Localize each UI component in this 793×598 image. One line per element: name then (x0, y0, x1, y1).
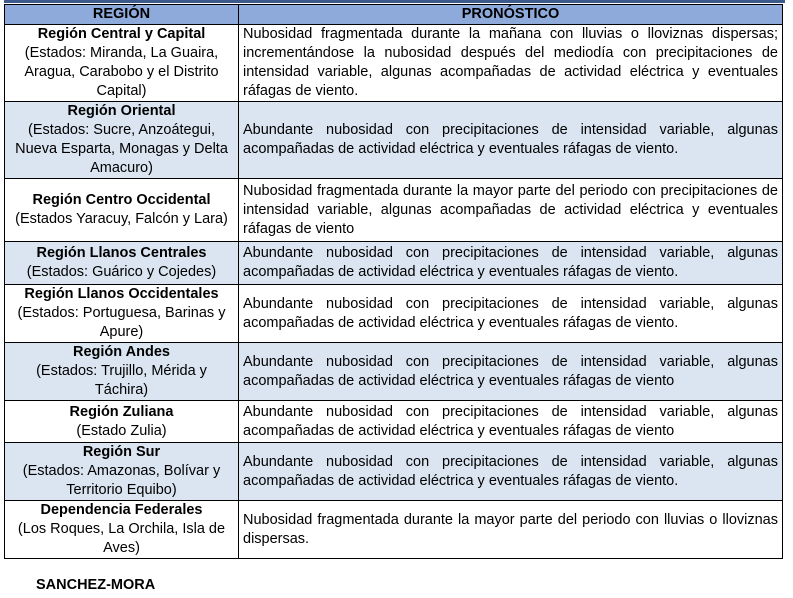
forecast-cell: Nubosidad fragmentada durante la mayor parte del periodo con precipitaciones de intensidad variable, algunas acompañadas de actividad eléctrica y eventuales ráfagas de viento (239, 179, 783, 242)
region-states: (Estados: Trujillo, Mérida y Táchira) (36, 363, 207, 398)
region-name: Dependencia Federales (40, 502, 203, 518)
region-cell (5, 25, 239, 102)
region-cell (5, 242, 239, 285)
forecast-cell: Abundante nubosidad con precipitaciones de intensidad variable, algunas acompañadas de actividad eléctrica y eventuales ráfagas de viento. (239, 102, 783, 179)
table-row (5, 102, 783, 179)
region-states: (Estados: Guárico y Cojedes) (26, 264, 217, 280)
region-name: Región Centro Occidental (32, 192, 211, 208)
region-name: Región Oriental (67, 103, 176, 119)
region-cell (5, 179, 239, 242)
table-row (5, 501, 783, 559)
region-states: (Estados: Amazonas, Bolívar y Territorio Equibo) (22, 463, 221, 498)
region-cell (5, 102, 239, 179)
table-header-row (5, 5, 783, 25)
table-row (5, 343, 783, 401)
table-row (5, 179, 783, 242)
region-name: Región Llanos Centrales (36, 245, 207, 261)
region-cell (5, 501, 239, 559)
region-name: Región Zuliana (69, 403, 174, 420)
table-row (5, 443, 783, 501)
table-row (5, 285, 783, 343)
forecast-column-header: PRONÓSTICO (239, 5, 783, 25)
region-name: Región Central y Capital (37, 26, 206, 42)
region-states: (Los Roques, La Orchila, Isla de Aves) (17, 521, 226, 556)
forecast-cell: Nubosidad fragmentada durante la mayor parte del periodo con lluvias o lloviznas dispersas. (239, 501, 783, 559)
forecast-cell: Nubosidad fragmentada durante la mañana con lluvias o lloviznas dispersas; incrementándose la nubosidad después del mediodía con precipitaciones de intensidad variable, algunas acompañadas de actividad eléctrica y eventuales ráfagas de viento. (239, 25, 783, 102)
region-name: Región Llanos Occidentales (24, 286, 219, 302)
region-cell (5, 443, 239, 501)
forecast-cell: Abundante nubosidad con precipitaciones de intensidad variable, algunas acompañadas de actividad eléctrica y eventuales ráfagas de viento. (239, 443, 783, 501)
region-states: (Estados: Miranda, La Guaira, Aragua, Carabobo y el Distrito Capital) (24, 45, 219, 99)
region-name: Región Sur (82, 444, 161, 460)
table-row (5, 401, 783, 443)
region-states: (Estado Zulia) (76, 422, 167, 439)
table-row (5, 25, 783, 102)
region-states: (Estados Yaracuy, Falcón y Lara) (15, 211, 228, 227)
region-states: (Estados: Portuguesa, Barinas y Apure) (17, 305, 226, 340)
region-cell (5, 343, 239, 401)
region-column-header: REGIÓN (5, 5, 239, 25)
region-cell (5, 401, 239, 443)
region-name: Región Andes (73, 344, 170, 360)
region-cell (5, 285, 239, 343)
forecast-table (4, 4, 783, 559)
region-states: (Estados: Sucre, Anzoátegui, Nueva Esparta, Monagas y Delta Amacuro) (15, 122, 228, 176)
table-row (5, 242, 783, 285)
forecast-cell: Abundante nubosidad con precipitaciones de intensidad variable, algunas acompañadas de actividad eléctrica y eventuales ráfagas de viento (239, 343, 783, 401)
top-border-bar (4, 0, 785, 3)
forecast-cell: Abundante nubosidad con precipitaciones de intensidad variable, algunas acompañadas de actividad eléctrica y eventuales ráfagas de viento. (239, 285, 783, 343)
forecast-cell: Abundante nubosidad con precipitaciones de intensidad variable, algunas acompañadas de actividad eléctrica y eventuales ráfagas de viento (239, 401, 783, 443)
forecast-cell: Abundante nubosidad con precipitaciones de intensidad variable, algunas acompañadas de actividad eléctrica y eventuales ráfagas de viento. (239, 242, 783, 285)
signature: SANCHEZ-MORA (36, 577, 156, 593)
